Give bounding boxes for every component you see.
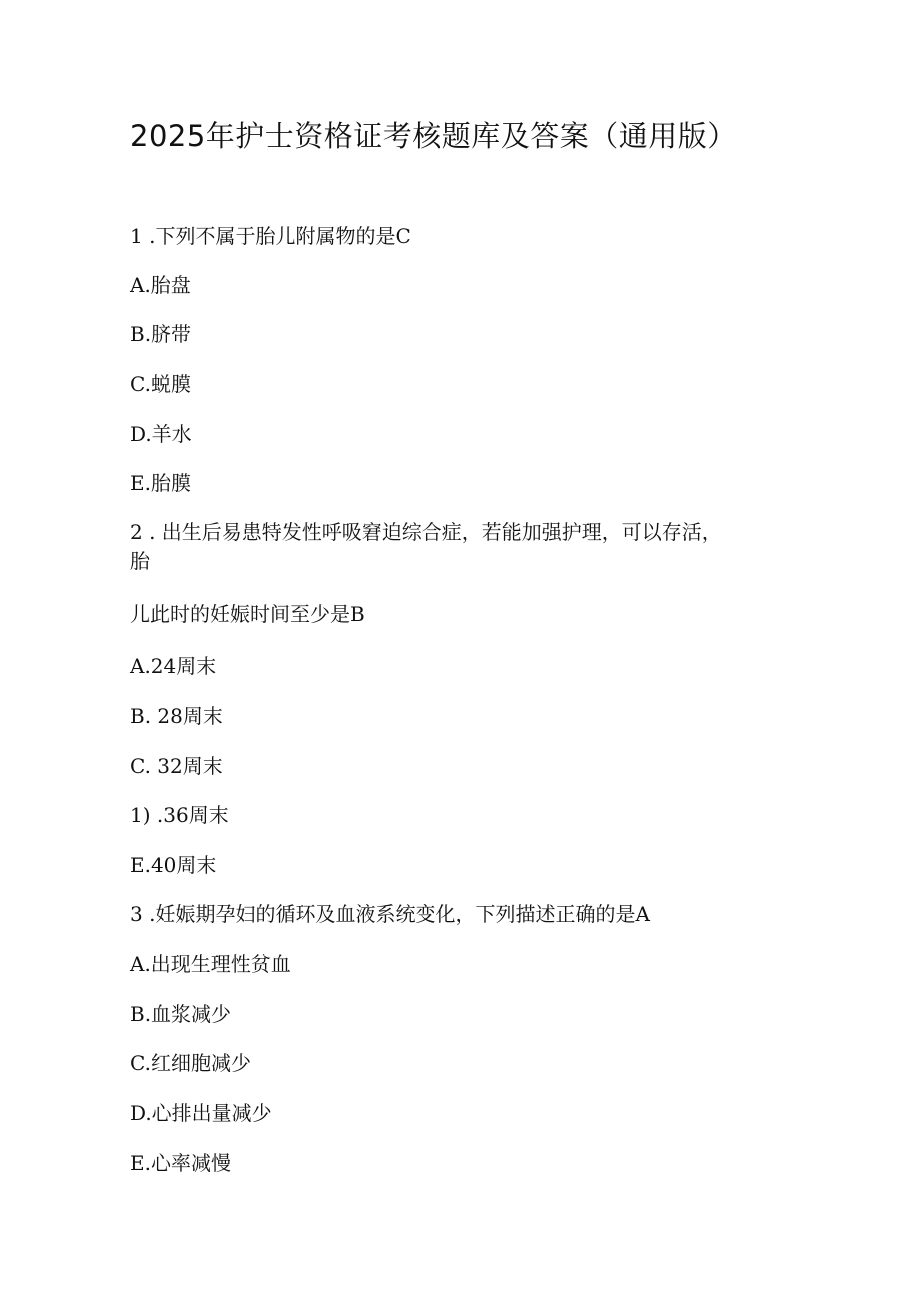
question-2-option-e: E.40周末 xyxy=(130,853,217,877)
question-3-option-b: B.血浆减少 xyxy=(130,1002,232,1026)
question-2-stem-line-2: 胎 xyxy=(130,549,150,573)
question-2-option-c: C. 32周末 xyxy=(130,754,223,778)
question-1-stem: 1 .下列不属于胎儿附属物的是C xyxy=(130,224,411,248)
question-2-option-a: A.24周末 xyxy=(130,654,217,678)
question-3-option-e: E.心率减慢 xyxy=(130,1151,231,1175)
question-1-option-a: A.胎盘 xyxy=(130,273,191,297)
question-1-option-c: C.蜕膜 xyxy=(130,372,191,396)
question-2-stem-line-1: 2 . 出生后易患特发性呼吸窘迫综合症，若能加强护理，可以存活， xyxy=(130,520,722,544)
question-1-option-d: D.羊水 xyxy=(130,422,192,446)
question-1-option-e: E.胎膜 xyxy=(130,471,191,495)
question-1-option-b: B.脐带 xyxy=(130,322,192,346)
question-3-option-d: D.心排出量减少 xyxy=(130,1101,272,1125)
question-3-option-a: A.出现生理性贫血 xyxy=(130,952,291,976)
question-3-stem: 3 .妊娠期孕妇的循环及血液系统变化，下列描述正确的是A xyxy=(130,902,650,926)
question-2-option-b: B. 28周末 xyxy=(130,704,223,728)
question-2-option-d: 1) .36周末 xyxy=(130,803,229,827)
document-title: 2025年护士资格证考核题库及答案（通用版） xyxy=(130,119,737,153)
question-2-stem-line-3: 儿此时的妊娠时间至少是B xyxy=(130,602,365,626)
question-3-option-c: C.红细胞减少 xyxy=(130,1051,251,1075)
